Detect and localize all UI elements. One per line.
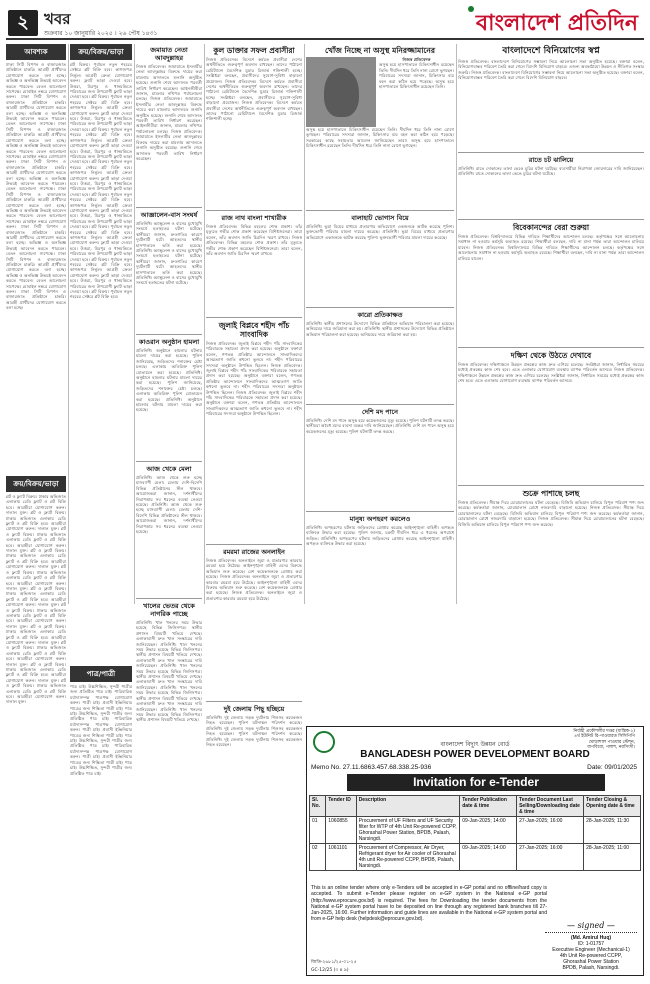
headline: কাওরান অনুষ্ঠান হামলা (138, 338, 200, 346)
article-body: প্রতিনিধি। রাতে দোকানের তালা ভেঙে চুরির ঘটনা ঘটেছে। ব্যবসায়ীরা নিরাপত্তা জোরদারের দাবি জানিয়েছেন। প্রতিনিধি। রাতে দোকানের তালা ভেঙে চুরির ঘটনা ঘটেছে। (458, 166, 644, 177)
cell-publication: 09-Jan-2025; 14:00 (460, 844, 517, 871)
headline: জমায়াত নেতা আবদুল্লাহর (150, 46, 188, 62)
portrait-photo (306, 57, 376, 127)
classified-heading: ক্রয়/বিক্রয়/ভাড়া (6, 476, 66, 492)
tender-footer-size: GC-12/25 (৩ x ৯) (311, 968, 349, 973)
cell-sl: 02 (310, 844, 326, 871)
cell-last-selling: 27-Jan-2025; 16:00 (517, 844, 584, 871)
cell-description: Procurement of Compressor, Air Dryer, Refrigerant dryer for Air cooler of Ghorashal 4th unit Re-powered CCPP, BPDB, Palash, Narsingdi. (356, 844, 460, 871)
cell-closing: 28-Jan-2025; 11:30 (584, 817, 641, 844)
divider (206, 544, 302, 545)
signatory-address: BPDB, Palash, Narsingdi. (562, 965, 620, 971)
divider (136, 461, 202, 462)
column-header: Tender Closing & Opening date & time (584, 796, 641, 817)
tender-notice (306, 726, 644, 976)
article-body: প্রতিনিধি। অ্যাম্বুলেন্স ও বাসের মুখোমুখি সংঘর্ষে হতাহতের ঘটনা ঘটেছে। স্থানীয়রা জানান, দ্রুতগতির কারণে দুর্ঘটনাটি ঘটে। আহতদের স্থানীয় হাসপাতালে ভর্তি করা হয়েছে। প্রতিনিধি। অ্যাম্বুলেন্স ও বাসের মুখোমুখি সংঘর্ষে হতাহতের ঘটনা ঘটেছে। স্থানীয়রা জানান, দ্রুতগতির কারণে দুর্ঘটনাটি ঘটে। আহতদের স্থানীয় হাসপাতালে ভর্তি করা হয়েছে। প্রতিনিধি। অ্যাম্বুলেন্স ও বাসের মুখোমুখি সংঘর্ষে হতাহতের ঘটনা ঘটেছে। (136, 221, 202, 286)
headline: জুলাই বিপ্লবে শহীদ পাঁচ সাংবাদিক (218, 321, 290, 339)
cell-description: Procurement of UF Filters and UF Security filter for WTP of 4th Unit Re-powered CCPP, Ghorashal Power Station, BPDB, Palash, Narsingdi. (356, 817, 460, 844)
cell-publication: 09-Jan-2025; 14:00 (460, 817, 517, 844)
headline: শুক্রে পাশাছে চলছ (522, 489, 580, 498)
news-column-4 (206, 44, 302, 815)
classified-heading: ক্রয়/বিক্রয়/ভাড়া (70, 44, 132, 60)
column-header: Tender Document Last Selling/Downloading date & time (517, 796, 584, 817)
article-body: নিজস্ব প্রতিবেদক। বাংলাদেশে বিনিয়োগের সম্ভাবনা নিয়ে আলোচনা সভা অনুষ্ঠিত হয়েছে। বক্তারা বলেন, বিনিয়োগবান্ধব পরিবেশ তৈরি করা গেলে বিদেশি বিনিয়োগ বাড়বে। এজন্য অবকাঠামো উন্নয়ন ও নীতিগত সংস্কার জরুরি। নিজস্ব প্রতিবেদক। বাংলাদেশে বিনিয়োগের সম্ভাবনা নিয়ে আলোচনা সভা অনুষ্ঠিত হয়েছে। বক্তারা বলেন, বিনিয়োগবান্ধব পরিবেশ তৈরি করা গেলে বিদেশি বিনিয়োগ বাড়বে। (458, 59, 644, 81)
article-body: প্রতিনিধি। অপহরণের ঘটনায় জড়িতদের গ্রেপ্তার করেছে আইনশৃঙ্খলা বাহিনী। অপহৃত ব্যক্তিকে উদ্ধার করা হয়েছে। পুলিশ জানায়, চক্রটি দীর্ঘদিন ধরে এ ধরনের অপরাধে জড়িত। প্রতিনিধি। অপহরণের ঘটনায় জড়িতদের গ্রেপ্তার করেছে আইনশৃঙ্খলা বাহিনী। অপহৃত ব্যক্তিকে উদ্ধার করা হয়েছে। (306, 525, 454, 547)
divider (458, 152, 644, 153)
article-body: নিজস্ব প্রতিবেদক। অনলাইনে জুয়া ও প্রতারণার কারবার রমরমা হয়ে উঠেছে। আইনশৃঙ্খলা বাহিনী এদের বিরুদ্ধে অভিযান শুরু করেছে। বেশ কয়েকজনকে গ্রেপ্তার করা হয়েছে। নিজস্ব প্রতিবেদক। অনলাইনে জুয়া ও প্রতারণার কারবার রমরমা হয়ে উঠেছে। আইনশৃঙ্খলা বাহিনী এদের বিরুদ্ধে অভিযান শুরু করেছে। বেশ কয়েকজনকে গ্রেপ্তার করা হয়েছে। নিজস্ব প্রতিবেদক। অনলাইনে জুয়া ও প্রতারণার কারবার রমরমা হয়ে উঠেছে। (206, 558, 302, 601)
cell-tender-id: 1061101 (326, 844, 356, 871)
article-body: প্রতিনিধি। দেশি মদ পানে অসুস্থ হয়ে কয়েকজনের মৃত্যু হয়েছে। পুলিশ ঘটনাটি তদন্ত করছে। স্থানীয়রা অবৈধ মদের ব্যবসা বন্ধের দাবি জানিয়েছেন। প্রতিনিধি। দেশি মদ পানে অসুস্থ হয়ে কয়েকজনের মৃত্যু হয়েছে। পুলিশ ঘটনাটি তদন্ত করছে। (306, 418, 454, 434)
divider (136, 598, 202, 599)
byline: নিজস্ব প্রতিবেদক (402, 57, 431, 62)
signatory-title: Executive Engineer (Mechanical-1) (552, 947, 630, 953)
classified-heading: পাত্র/পাত্রী (70, 666, 132, 682)
article-body: প্রতিনিধি। খাল খননের সময় উদ্ধার হয়েছে বিভিন্ন জিনিসপত্র। স্থানীয় প্রশাসন বিষয়টি খতিয়ে দেখছে। এলাকাবাসী দ্রুত খাল সংস্কারের দাবি জানিয়েছেন। প্রতিনিধি। খাল খননের সময় উদ্ধার হয়েছে বিভিন্ন জিনিসপত্র। স্থানীয় প্রশাসন বিষয়টি খতিয়ে দেখছে। এলাকাবাসী দ্রুত খাল সংস্কারের দাবি জানিয়েছেন। প্রতিনিধি। খাল খননের সময় উদ্ধার হয়েছে বিভিন্ন জিনিসপত্র। স্থানীয় প্রশাসন বিষয়টি খতিয়ে দেখছে। এলাকাবাসী দ্রুত খাল সংস্কারের দাবি জানিয়েছেন। প্রতিনিধি। খাল খননের সময় উদ্ধার হয়েছে বিভিন্ন জিনিসপত্র। স্থানীয় প্রশাসন বিষয়টি খতিয়ে দেখছে। এলাকাবাসী দ্রুত খাল সংস্কারের দাবি জানিয়েছেন। প্রতিনিধি। খাল খননের সময় উদ্ধার হয়েছে বিভিন্ন জিনিসপত্র। স্থানীয় প্রশাসন বিষয়টি খতিয়ে দেখছে। (136, 620, 202, 723)
divider (136, 207, 202, 208)
date-line: শুক্রবার ১০ জানুয়ারি ২০২৫ । ২৬ পৌষ ১৪৩১ (44, 30, 158, 37)
divider (206, 317, 302, 318)
signatory-location: Ghorashal Power Station (563, 959, 619, 965)
article-body: অসুস্থ হয়ে হাসপাতালে চিকিৎসাধীন রয়েছেন তিনি। দীর্ঘদিন ধরে তিনি নানা রোগে ভুগছেন। পরিবারের সদস্যরা জানান, চিকিৎসার ব্যয় বহন করা কঠিন হয়ে পড়েছে। সরকারের কাছে সহায়তার আবেদন জানিয়েছেন তারা। অসুস্থ হয়ে হাসপাতালে চিকিৎসাধীন রয়েছেন তিনি। দীর্ঘদিন ধরে তিনি নানা রোগে ভুগছেন। (306, 127, 454, 149)
divider (306, 511, 454, 512)
article-body: নিজস্ব প্রতিবেদক। জামায়াতে ইসলামীর নেতা আবদুল্লাহর বিরুদ্ধে দায়ের করা মামলায় আদালতে শুনানি অনুষ্ঠিত হয়েছে। শুনানি শেষে আদালত পরবর্তী তারিখ নির্ধারণ করেছেন। আইনজীবীরা জানান, মামলার নথিপত্র পর্যালোচনা চলছে। নিজস্ব প্রতিবেদক। জামায়াতে ইসলামীর নেতা আবদুল্লাহর বিরুদ্ধে দায়ের করা মামলায় আদালতে শুনানি অনুষ্ঠিত হয়েছে। শুনানি শেষে আদালত পরবর্তী তারিখ নির্ধারণ করেছেন। আইনজীবীরা জানান, মামলার নথিপত্র পর্যালোচনা চলছে। নিজস্ব প্রতিবেদক। জামায়াতে ইসলামীর নেতা আবদুল্লাহর বিরুদ্ধে দায়ের করা মামলায় আদালতে শুনানি অনুষ্ঠিত হয়েছে। শুনানি শেষে আদালত পরবর্তী তারিখ নির্ধারণ করেছেন। (136, 64, 202, 161)
article-body: প্রতিনিধি। দুই জেলায় সড়ক দুর্ঘটনায় শিশুসহ কয়েকজন নিহত হয়েছেন। পুলিশ ঘটনাস্থল পরিদর্শন করেছে। প্রতিনিধি। দুই জেলায় সড়ক দুর্ঘটনায় শিশুসহ কয়েকজন নিহত হয়েছেন। পুলিশ ঘটনাস্থল পরিদর্শন করেছে। প্রতিনিধি। দুই জেলায় সড়ক দুর্ঘটনায় শিশুসহ কয়েকজন নিহত হয়েছেন। (206, 715, 302, 748)
tender-date: Date: 09/01/2025 (587, 764, 637, 771)
divider (306, 404, 454, 405)
headline: রাজ নাথ বাংলা শাখারীক (221, 214, 287, 222)
classified-text: প্লট ও ফ্ল্যাট বিক্রয়। ঢাকার অভিজাত এলাকায় রেডি ফ্ল্যাট ও প্লট বিক্রি হবে। আগ্রহীরা যোগাযোগ করুন। দালাল মুক্ত। প্লট ও ফ্ল্যাট বিক্রয়। ঢাকার অভিজাত এলাকায় রেডি ফ্ল্যাট ও প্লট বিক্রি হবে। আগ্রহীরা যোগাযোগ করুন। দালাল মুক্ত। প্লট ও ফ্ল্যাট বিক্রয়। ঢাকার অভিজাত এলাকায় রেডি ফ্ল্যাট ও প্লট বিক্রি হবে। আগ্রহীরা যোগাযোগ করুন। দালাল মুক্ত। প্লট ও ফ্ল্যাট বিক্রয়। ঢাকার অভিজাত এলাকায় রেডি ফ্ল্যাট ও প্লট বিক্রি হবে। আগ্রহীরা যোগাযোগ করুন। দালাল মুক্ত। প্লট ও ফ্ল্যাট বিক্রয়। ঢাকার অভিজাত এলাকায় রেডি ফ্ল্যাট ও প্লট বিক্রি হবে। আগ্রহীরা যোগাযোগ করুন। দালাল মুক্ত। প্লট ও ফ্ল্যাট বিক্রয়। ঢাকার অভিজাত এলাকায় রেডি ফ্ল্যাট ও প্লট বিক্রি হবে। আগ্রহীরা যোগাযোগ করুন। দালাল মুক্ত। প্লট ও ফ্ল্যাট বিক্রয়। ঢাকার অভিজাত এলাকায় রেডি ফ্ল্যাট ও প্লট বিক্রি হবে। আগ্রহীরা যোগাযোগ করুন। দালাল মুক্ত। প্লট ও ফ্ল্যাট বিক্রয়। ঢাকার অভিজাত এলাকায় রেডি ফ্ল্যাট ও প্লট বিক্রি হবে। আগ্রহীরা যোগাযোগ করুন। দালাল মুক্ত। প্লট ও ফ্ল্যাট বিক্রয়। ঢাকার অভিজাত এলাকায় রেডি ফ্ল্যাট ও প্লট বিক্রি হবে। আগ্রহীরা যোগাযোগ করুন। দালাল মুক্ত। প্লট ও ফ্ল্যাট বিক্রয়। ঢাকার অভিজাত এলাকায় রেডি ফ্ল্যাট ও প্লট বিক্রি হবে। আগ্রহীরা যোগাযোগ করুন। দালাল মুক্ত। প্লট ও ফ্ল্যাট বিক্রয়। ঢাকার অভিজাত এলাকায় রেডি ফ্ল্যাট ও প্লট বিক্রি হবে। আগ্রহীরা যোগাযোগ করুন। দালাল মুক্ত। (6, 494, 66, 705)
column-rule (304, 44, 305, 604)
headline: দুই জেলায় পিছু হচ্ছিয়ে (223, 705, 285, 713)
column-header: Tender Publication date & time (460, 796, 517, 817)
classified-text: প্লট বিক্রয়। পূর্বাচল নতুন শহরের সেক্টরে প্লট বিক্রি হবে। কাগজপত্র নির্ভুল। আগ্রহী ক্রেতা যোগাযোগ করুন। ফ্ল্যাট ভাড়া দেওয়া হবে। উত্তরা, মিরপুর ও ধানমন্ডিতে পরিবারের জন্য উপযোগী ফ্ল্যাট ভাড়া দেওয়া হবে। প্লট বিক্রয়। পূর্বাচল নতুন শহরের সেক্টরে প্লট বিক্রি হবে। কাগজপত্র নির্ভুল। আগ্রহী ক্রেতা যোগাযোগ করুন। ফ্ল্যাট ভাড়া দেওয়া হবে। উত্তরা, মিরপুর ও ধানমন্ডিতে পরিবারের জন্য উপযোগী ফ্ল্যাট ভাড়া দেওয়া হবে। প্লট বিক্রয়। পূর্বাচল নতুন শহরের সেক্টরে প্লট বিক্রি হবে। কাগজপত্র নির্ভুল। আগ্রহী ক্রেতা যোগাযোগ করুন। ফ্ল্যাট ভাড়া দেওয়া হবে। উত্তরা, মিরপুর ও ধানমন্ডিতে পরিবারের জন্য উপযোগী ফ্ল্যাট ভাড়া দেওয়া হবে। প্লট বিক্রয়। পূর্বাচল নতুন শহরের সেক্টরে প্লট বিক্রি হবে। কাগজপত্র নির্ভুল। আগ্রহী ক্রেতা যোগাযোগ করুন। ফ্ল্যাট ভাড়া দেওয়া হবে। উত্তরা, মিরপুর ও ধানমন্ডিতে পরিবারের জন্য উপযোগী ফ্ল্যাট ভাড়া দেওয়া হবে। প্লট বিক্রয়। পূর্বাচল নতুন শহরের সেক্টরে প্লট বিক্রি হবে। কাগজপত্র নির্ভুল। আগ্রহী ক্রেতা যোগাযোগ করুন। ফ্ল্যাট ভাড়া দেওয়া হবে। উত্তরা, মিরপুর ও ধানমন্ডিতে পরিবারের জন্য উপযোগী ফ্ল্যাট ভাড়া দেওয়া হবে। প্লট বিক্রয়। পূর্বাচল নতুন শহরের সেক্টরে প্লট বিক্রি হবে। কাগজপত্র নির্ভুল। আগ্রহী ক্রেতা যোগাযোগ করুন। ফ্ল্যাট ভাড়া দেওয়া হবে। উত্তরা, মিরপুর ও ধানমন্ডিতে পরিবারের জন্য উপযোগী ফ্ল্যাট ভাড়া দেওয়া হবে। প্লট বিক্রয়। পূর্বাচল নতুন শহরের সেক্টরে প্লট বিক্রি হবে। কাগজপত্র নির্ভুল। আগ্রহী ক্রেতা যোগাযোগ করুন। ফ্ল্যাট ভাড়া দেওয়া হবে। উত্তরা, মিরপুর ও ধানমন্ডিতে পরিবারের জন্য উপযোগী ফ্ল্যাট ভাড়া দেওয়া হবে। প্লট বিক্রয়। পূর্বাচল নতুন শহরের সেক্টরে প্লট বিক্রি হবে। (70, 62, 132, 300)
newspaper-page (6, 6, 644, 978)
headline: বাংলাদেশে বিনিয়োগের স্বপ্ন (502, 46, 600, 56)
article-body: নিজস্ব প্রতিবেদক। বিশ্ববিদ্যালয়ে বিভিন্ন দাবিতে শিক্ষার্থীদের আন্দোলন চলছে। কর্তৃপক্ষের সঙ্গে আলোচনায় সমাধান না হওয়ায় কর্মসূচি অব্যাহত রয়েছে। শিক্ষার্থীরা বলছেন, দাবি না মানা পর্যন্ত তারা আন্দোলন চালিয়ে যাবেন। নিজস্ব প্রতিবেদক। বিশ্ববিদ্যালয়ে বিভিন্ন দাবিতে শিক্ষার্থীদের আন্দোলন চলছে। কর্তৃপক্ষের সঙ্গে আলোচনায় সমাধান না হওয়ায় কর্মসূচি অব্যাহত রয়েছে। শিক্ষার্থীরা বলছেন, দাবি না মানা পর্যন্ত তারা আন্দোলন চালিয়ে যাবেন। (458, 234, 644, 261)
divider (206, 210, 302, 211)
column-rule (456, 44, 457, 604)
page-number: ২ (8, 10, 38, 36)
article-body: নিজস্ব প্রতিবেদক। সীমান্ত দিয়ে চোরাচালানের ঘটনা বেড়েছে। বিজিবি অভিযান চালিয়ে বিপুল পরিমাণ পণ্য জব্দ করেছে। কর্মকর্তারা জানান, চোরাচালান রোধে নজরদারি বাড়ানো হয়েছে। নিজস্ব প্রতিবেদক। সীমান্ত দিয়ে চোরাচালানের ঘটনা বেড়েছে। বিজিবি অভিযান চালিয়ে বিপুল পরিমাণ পণ্য জব্দ করেছে। কর্মকর্তারা জানান, চোরাচালান রোধে নজরদারি বাড়ানো হয়েছে। নিজস্ব প্রতিবেদক। সীমান্ত দিয়ে চোরাচালানের ঘটনা বেড়েছে। বিজিবি অভিযান চালিয়ে বিপুল পরিমাণ পণ্য জব্দ করেছে। (458, 500, 644, 527)
headline: দেশি মদ পানে (361, 408, 399, 416)
column-header: Description (356, 796, 460, 817)
classified-heading: আবশ্যক (6, 44, 66, 60)
tender-footer-code: জিডি-২৬৮১/২৫-০১-২৫ (311, 960, 357, 965)
article-body: প্রতিনিধি। স্থানীয় প্রশাসনের উদ্যোগে বিভিন্ন প্রতিষ্ঠানে অভিযান পরিচালনা করা হয়েছে। অনিয়মের দায়ে জরিমানা করা হয়। প্রতিনিধি। স্থানীয় প্রশাসনের উদ্যোগে বিভিন্ন প্রতিষ্ঠানে অভিযান পরিচালনা করা হয়েছে। অনিয়মের দায়ে জরিমানা করা হয়। (306, 321, 454, 337)
table-row (310, 844, 641, 871)
signature-block (545, 923, 637, 971)
column-header: Sl. No. (310, 796, 326, 817)
headline: দক্ষিণ থেকে উঠতে দেখাবে (510, 351, 592, 360)
headline: কারো প্রতিকাক্ষত (357, 311, 403, 319)
divider (136, 334, 202, 335)
divider (458, 485, 644, 486)
divider (206, 701, 302, 702)
article-body: নিজস্ব প্রতিবেদক। বিদেশে কর্মরত প্রবাসীরা দেশের অর্থনীতিতে গুরুত্বপূর্ণ অবদান রাখছেন। তাদের পাঠানো রেমিট্যান্সে বৈদেশিক মুদ্রার রিজার্ভ শক্তিশালী হচ্ছে। সংশ্লিষ্টরা বলছেন, প্রবাসীদের সুযোগ-সুবিধা বাড়ানো প্রয়োজন। নিজস্ব প্রতিবেদক। বিদেশে কর্মরত প্রবাসীরা দেশের অর্থনীতিতে গুরুত্বপূর্ণ অবদান রাখছেন। তাদের পাঠানো রেমিট্যান্সে বৈদেশিক মুদ্রার রিজার্ভ শক্তিশালী হচ্ছে। সংশ্লিষ্টরা বলছেন, প্রবাসীদের সুযোগ-সুবিধা বাড়ানো প্রয়োজন। নিজস্ব প্রতিবেদক। বিদেশে কর্মরত প্রবাসীরা দেশের অর্থনীতিতে গুরুত্বপূর্ণ অবদান রাখছেন। তাদের পাঠানো রেমিট্যান্সে বৈদেশিক মুদ্রার রিজার্ভ শক্তিশালী হচ্ছে। (206, 57, 302, 122)
article-body: নিজস্ব প্রতিবেদক। জুলাই বিপ্লবে শহীদ পাঁচ সাংবাদিকের পরিবারকে সহায়তা প্রদান করা হয়েছে। অনুষ্ঠানে বক্তারা বলেন, গণতন্ত্র প্রতিষ্ঠার আন্দোলনে সাংবাদিকদের আত্মত্যাগ জাতি কখনো ভুলবে না। শহীদ পরিবারের সদস্যরা অনুষ্ঠানে উপস্থিত ছিলেন। নিজস্ব প্রতিবেদক। জুলাই বিপ্লবে শহীদ পাঁচ সাংবাদিকের পরিবারকে সহায়তা প্রদান করা হয়েছে। অনুষ্ঠানে বক্তারা বলেন, গণতন্ত্র প্রতিষ্ঠার আন্দোলনে সাংবাদিকদের আত্মত্যাগ জাতি কখনো ভুলবে না। শহীদ পরিবারের সদস্যরা অনুষ্ঠানে উপস্থিত ছিলেন। নিজস্ব প্রতিবেদক। জুলাই বিপ্লবে শহীদ পাঁচ সাংবাদিকের পরিবারকে সহায়তা প্রদান করা হয়েছে। অনুষ্ঠানে বক্তারা বলেন, গণতন্ত্র প্রতিষ্ঠার আন্দোলনে সাংবাদিকদের আত্মত্যাগ জাতি কখনো ভুলবে না। শহীদ পরিবারের সদস্যরা অনুষ্ঠানে উপস্থিত ছিলেন। (206, 341, 302, 417)
tender-memo: Memo No. 27.11.6863.457.68.338.25-936 (311, 764, 432, 771)
cell-closing: 28-Jan-2025; 11:00 (584, 844, 641, 871)
headline: মানুষ্য অপহরণ করলেও (349, 515, 411, 523)
column-header: Tender ID (326, 796, 356, 817)
tender-org-bn: বাংলাদেশ বিদ্যুৎ উন্নয়ন বোর্ড (440, 741, 510, 748)
article-body: প্রতিনিধি। আজ থেকে শুরু হচ্ছে মাসব্যাপী মেলা। মেলায় দেশি-বিদেশি বিভিন্ন প্রতিষ্ঠানের স্টল থাকবে। আয়োজকরা জানান, দর্শনার্থীদের নিরাপত্তায় সব ধরনের ব্যবস্থা নেওয়া হয়েছে। প্রতিনিধি। আজ থেকে শুরু হচ্ছে মাসব্যাপী মেলা। মেলায় দেশি-বিদেশি বিভিন্ন প্রতিষ্ঠানের স্টল থাকবে। আয়োজকরা জানান, দর্শনার্থীদের নিরাপত্তায় সব ধরনের ব্যবস্থা নেওয়া হয়েছে। (136, 475, 202, 535)
column-rule (68, 44, 69, 604)
tender-office-bn: নির্বাহী প্রকৌশলীর দপ্তর (যান্ত্রিক-১) ৪র্থ ইউনিট রি-পাওয়ারড সিসিপিপি ঘোড়াশাল পাওয়ার স্টেশন, বাপবিবো, পলাশ, নরসিংদী। (573, 729, 635, 751)
headline: রাতে চট ঝালিয়ে (528, 156, 574, 164)
classifieds-column-2 (70, 44, 132, 984)
cell-last-selling: 27-Jan-2025; 16:00 (517, 817, 584, 844)
headline: কুল ডাক্তার সফল প্রবাসীরা (213, 46, 295, 55)
news-column-5 (306, 44, 454, 635)
divider (458, 219, 644, 220)
section-name: খবর (44, 10, 71, 28)
cell-sl: 01 (310, 817, 326, 844)
logo-dot-icon (468, 6, 474, 12)
headline: খালের ভেতর থেকে নাগরিক পাচ্ছে (143, 602, 195, 618)
headline: বিবেকানন্দের বেরা শুরুয়া (512, 223, 590, 232)
tender-banner: Invitation for e-Tender (347, 774, 605, 791)
classified-text: পাত্র চাই। উচ্চশিক্ষিত, সুন্দরী পাত্রীর জন্য প্রতিষ্ঠিত পাত্র চাই। পারিবারিক মর্যাদাসম্পন্ন পাত্রপক্ষ যোগাযোগ করুন। পাত্রী চাই। প্রবাসী ইঞ্জিনিয়ার পাত্রের জন্য শিক্ষিতা পাত্রী চাই। পাত্র চাই। উচ্চশিক্ষিত, সুন্দরী পাত্রীর জন্য প্রতিষ্ঠিত পাত্র চাই। পারিবারিক মর্যাদাসম্পন্ন পাত্রপক্ষ যোগাযোগ করুন। পাত্রী চাই। প্রবাসী ইঞ্জিনিয়ার পাত্রের জন্য শিক্ষিতা পাত্রী চাই। পাত্র চাই। উচ্চশিক্ষিত, সুন্দরী পাত্রীর জন্য প্রতিষ্ঠিত পাত্র চাই। পারিবারিক মর্যাদাসম্পন্ন পাত্রপক্ষ যোগাযোগ করুন। পাত্রী চাই। প্রবাসী ইঞ্জিনিয়ার পাত্রের জন্য শিক্ষিতা পাত্রী চাই। পাত্র চাই। উচ্চশিক্ষিত, সুন্দরী পাত্রীর জন্য প্রতিষ্ঠিত পাত্র চাই। (70, 684, 132, 776)
cell-tender-id: 1060855 (326, 817, 356, 844)
divider (306, 307, 454, 308)
signatory-name: (Md. Amirul Huq) (570, 935, 612, 941)
signatory-unit: 4th Unit Re-powered CCPP, (560, 953, 622, 959)
news-column-6 (458, 44, 644, 650)
divider (306, 210, 454, 211)
column-rule (204, 44, 205, 604)
tender-instructions: This is an online tender where only e-Tenders will be accepted in e-GP portal and no offline/hard copy is accepted. To submit e-Tender please register on e-GP system in the National e-GP portal (http://www.eprocure.gov.bd) is required. The fees for Downloading the tender documents from the National e-GP system portal have to be deposited on line through any registered bank branches till 27-Jan-2025, 16:00. Further information and guide lines are available in the National e-GP system portal and from e-GP help desk (helpdesk@eprocure.gov.bd). (311, 885, 547, 923)
classifieds-column-1 (6, 44, 66, 984)
tender-org-en: BANGLADESH POWER DEVELOPMENT BOARD (360, 749, 590, 760)
article-body: নিজস্ব প্রতিবেদক। বিভিন্ন মহলের শোক প্রকাশ। তাঁর মৃত্যুতে গভীর শোক প্রকাশ করেছেন বিশিষ্টজনেরা। তারা বলেন, তাঁর অবদান জাতি চিরদিন স্মরণ রাখবে। নিজস্ব প্রতিবেদক। বিভিন্ন মহলের শোক প্রকাশ। তাঁর মৃত্যুতে গভীর শোক প্রকাশ করেছেন বিশিষ্টজনেরা। তারা বলেন, তাঁর অবদান জাতি চিরদিন স্মরণ রাখবে। (206, 224, 302, 257)
news-column-3 (136, 44, 202, 870)
headline: আজ খেকে মেলা (146, 465, 192, 473)
headline: রমরমা রাজের অনলাইন (223, 548, 285, 556)
article-body: প্রতিনিধি। অনুষ্ঠানে হামলার ঘটনায় মামলা দায়ের করা হয়েছে। পুলিশ জানিয়েছে, জড়িতদের শনাক্তের চেষ্টা চলছে। এলাকায় অতিরিক্ত পুলিশ মোতায়েন করা হয়েছে। প্রতিনিধি। অনুষ্ঠানে হামলার ঘটনায় মামলা দায়ের করা হয়েছে। পুলিশ জানিয়েছে, জড়িতদের শনাক্তের চেষ্টা চলছে। এলাকায় অতিরিক্ত পুলিশ মোতায়েন করা হয়েছে। প্রতিনিধি। অনুষ্ঠানে হামলার ঘটনায় মামলা দায়ের করা হয়েছে। (136, 348, 202, 413)
signatory-id: ID: 1-01757 (577, 941, 605, 947)
divider (458, 347, 644, 348)
column-rule (134, 44, 135, 604)
page-header (6, 6, 644, 40)
headline: বালাহাট ভোগাস বিয়ে (351, 214, 409, 222)
classified-text: ঢাকা সিটি বিপণন ও বাজারজাত প্রতিষ্ঠানে চাকরি। আগ্রহী প্রার্থীদের যোগাযোগ করতে বলা হচ্ছে। অভিজ্ঞ ও অনভিজ্ঞ উভয়ই আবেদন করতে পারবেন। বেতন আলোচনা সাপেক্ষে। মোবাইল নম্বরে যোগাযোগ করুন। ঢাকা সিটি বিপণন ও বাজারজাত প্রতিষ্ঠানে চাকরি। আগ্রহী প্রার্থীদের যোগাযোগ করতে বলা হচ্ছে। অভিজ্ঞ ও অনভিজ্ঞ উভয়ই আবেদন করতে পারবেন। বেতন আলোচনা সাপেক্ষে। ঢাকা সিটি বিপণন ও বাজারজাত প্রতিষ্ঠানে চাকরি। আগ্রহী প্রার্থীদের যোগাযোগ করতে বলা হচ্ছে। অভিজ্ঞ ও অনভিজ্ঞ উভয়ই আবেদন করতে পারবেন। বেতন আলোচনা সাপেক্ষে। মোবাইল নম্বরে যোগাযোগ করুন। ঢাকা সিটি বিপণন ও বাজারজাত প্রতিষ্ঠানে চাকরি। আগ্রহী প্রার্থীদের যোগাযোগ করতে বলা হচ্ছে। অভিজ্ঞ ও অনভিজ্ঞ উভয়ই আবেদন করতে পারবেন। বেতন আলোচনা সাপেক্ষে। ঢাকা সিটি বিপণন ও বাজারজাত প্রতিষ্ঠানে চাকরি। আগ্রহী প্রার্থীদের যোগাযোগ করতে বলা হচ্ছে। অভিজ্ঞ ও অনভিজ্ঞ উভয়ই আবেদন করতে পারবেন। বেতন আলোচনা সাপেক্ষে। মোবাইল নম্বরে যোগাযোগ করুন। ঢাকা সিটি বিপণন ও বাজারজাত প্রতিষ্ঠানে চাকরি। আগ্রহী প্রার্থীদের যোগাযোগ করতে বলা হচ্ছে। অভিজ্ঞ ও অনভিজ্ঞ উভয়ই আবেদন করতে পারবেন। বেতন আলোচনা সাপেক্ষে। ঢাকা সিটি বিপণন ও বাজারজাত প্রতিষ্ঠানে চাকরি। আগ্রহী প্রার্থীদের যোগাযোগ করতে বলা হচ্ছে। অভিজ্ঞ ও অনভিজ্ঞ উভয়ই আবেদন করতে পারবেন। বেতন আলোচনা সাপেক্ষে। মোবাইল নম্বরে যোগাযোগ করুন। ঢাকা সিটি বিপণন ও বাজারজাত প্রতিষ্ঠানে চাকরি। আগ্রহী প্রার্থীদের যোগাযোগ করতে বলা হচ্ছে। (6, 62, 66, 311)
masthead-logo: বাংলাদেশ প্রতিদিন (468, 6, 638, 43)
headline: খোঁজ নিচ্ছে না অসুস্থ মনিরজ্জামানের (324, 46, 435, 55)
table-row (310, 817, 641, 844)
article-body: অসুস্থ হয়ে হাসপাতালে চিকিৎসাধীন রয়েছেন তিনি। দীর্ঘদিন ধরে তিনি নানা রোগে ভুগছেন। পরিবারের সদস্যরা জানান, চিকিৎসার ব্যয় বহন করা কঠিন হয়ে পড়েছে। অসুস্থ হয়ে হাসপাতালে চিকিৎসাধীন রয়েছেন তিনি। (379, 62, 454, 90)
article-body: নিজস্ব প্রতিবেদক। দক্ষিণাঞ্চলে উন্নয়ন প্রকল্পের কাজ দ্রুত এগিয়ে চলেছে। সংশ্লিষ্টরা জানান, নির্ধারিত সময়ের মধ্যেই প্রকল্পের কাজ শেষ হবে। এতে এলাকার যোগাযোগ ব্যবস্থায় ব্যাপক পরিবর্তন আসবে। নিজস্ব প্রতিবেদক। দক্ষিণাঞ্চলে উন্নয়ন প্রকল্পের কাজ দ্রুত এগিয়ে চলেছে। সংশ্লিষ্টরা জানান, নির্ধারিত সময়ের মধ্যেই প্রকল্পের কাজ শেষ হবে। এতে এলাকার যোগাযোগ ব্যবস্থায় ব্যাপক পরিবর্তন আসবে। (458, 362, 644, 384)
tender-table (309, 795, 641, 871)
article-body: প্রতিনিধি। ভুয়া বিয়ের মাধ্যমে প্রতারণার অভিযোগে একজনকে আটক করেছে পুলিশ। ভুক্তভোগী পরিবার মামলা দায়ের করেছে। প্রতিনিধি। ভুয়া বিয়ের মাধ্যমে প্রতারণার অভিযোগে একজনকে আটক করেছে পুলিশ। ভুক্তভোগী পরিবার মামলা দায়ের করেছে। (306, 224, 454, 240)
table-header-row (310, 796, 641, 817)
signature-mark: — signed — (545, 923, 637, 933)
headline: আজ্ঞালেন-বাস সংঘর্ষ (140, 211, 198, 219)
